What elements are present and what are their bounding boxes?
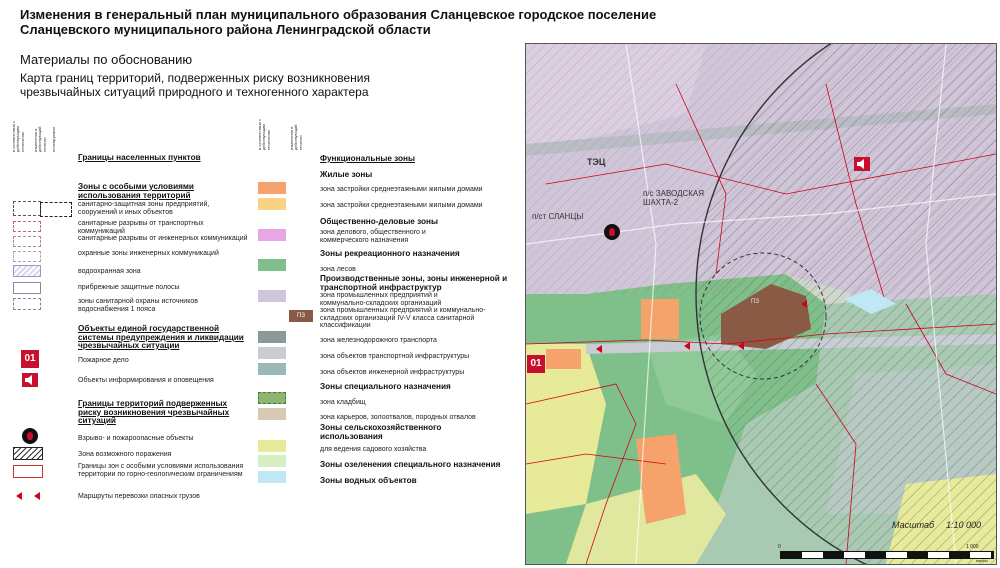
column-header-changes: изменения в действующий генплан (33, 126, 47, 152)
mining-zone-swatch (13, 465, 43, 478)
legend-item: зона карьеров, золоотвалов, породных отвалов (320, 414, 476, 421)
scale-end: 1 000 (966, 544, 979, 550)
legend-item: водоохранная зона (78, 268, 141, 275)
legend-item: зона объектов транспортной инфраструктуры (320, 353, 470, 360)
scale-title: Масштаб (892, 520, 935, 530)
explosive-object-icon[interactable] (604, 224, 620, 240)
fire-station-badge[interactable]: 01 (527, 355, 545, 373)
residential-yellow-swatch (258, 198, 286, 210)
legend-item: охранные зоны инженерных коммуникаций (78, 250, 219, 257)
fire-service-label: Пожарное дело (78, 357, 129, 364)
water-objects-heading: Зоны водных объектов (320, 476, 417, 485)
sanitary-zone-swatch-b (40, 202, 72, 217)
map-drawing (526, 44, 996, 564)
legend-item: зона застройки среднеэтажными жилыми домами (320, 186, 483, 193)
green-special-swatch (258, 455, 286, 467)
legend-item: зона кладбищ (320, 399, 366, 406)
risk-territories-heading: Границы территорий подверженных риску возникновения чрезвычайных ситуаций (78, 399, 230, 425)
legend-item: для ведения садового хозяйства (320, 446, 427, 453)
map-label-shakhta: п/с ЗАВОДСКАЯ ШАХТА-2 (643, 189, 705, 207)
warning-speaker-icon[interactable] (854, 157, 870, 171)
mining-zones-label: Границы зон с особыми условиями использования территории по горно-геологическим ограничениям (78, 463, 244, 478)
agriculture-heading: Зоны сельскохозяйственного использования (320, 423, 442, 441)
legend-item: зона делового, общественного и коммерческого назначения (320, 229, 426, 244)
scale-bar (780, 551, 994, 559)
protection-zone-swatch (13, 251, 41, 262)
column-header-existing: в соответствии с действующим генпланом (257, 119, 271, 150)
legend-item: санитарные разрывы от инженерных коммуникаций (78, 235, 248, 242)
legend-item: зона промышленных предприятий и коммунально-складских организаций (320, 292, 442, 307)
sanitary-engineering-swatch (13, 236, 41, 247)
fire-department-badge: 01 (21, 350, 39, 368)
map-label-tets: ТЭЦ (587, 157, 606, 167)
transport-swatch (258, 347, 286, 359)
explosive-object-icon (22, 428, 38, 444)
legend-item: санитарные разрывы от транспортных коммуникаций (78, 220, 204, 235)
column-header-changes: изменения в действующий генплан (289, 124, 303, 150)
legend-item: зона объектов инженерной инфраструктуры (320, 369, 465, 376)
speaker-icon (22, 373, 38, 387)
route-arrow-icon (34, 492, 40, 500)
map-industrial-badge: ПЗ (751, 299, 759, 305)
cemetery-swatch (258, 392, 286, 404)
gardening-swatch (258, 440, 286, 452)
recreation-heading: Зоны рекреационного назначения (320, 249, 460, 258)
legend-item: зона застройки среднеэтажными жилыми домами (320, 202, 483, 209)
route-arrow-icon (16, 492, 22, 500)
functional-zones-heading: Функциональные зоны (320, 154, 415, 163)
document-title: Изменения в генеральный план муниципального образования Сланцевское городское поселение Сланцевского муниципального района Ленинградской области (20, 7, 657, 37)
public-business-heading: Общественно-деловые зоны (320, 217, 438, 226)
water-swatch (258, 471, 286, 483)
industrial-heading: Производственные зоны, зоны инженерной и транспортной инфраструктур (320, 274, 508, 292)
industrial-badge: ПЗ (289, 310, 313, 322)
water-protection-swatch (13, 265, 41, 277)
industrial-swatch (258, 290, 286, 302)
special-zones-heading: Зоны с особыми условиями использования территорий (78, 182, 194, 200)
legend-item: зона железнодорожного транспорта (320, 337, 437, 344)
scale-value: 1:10 000 (946, 520, 982, 530)
residential-heading: Жилые зоны (320, 170, 373, 179)
document-subtitle: Материалы по обоснованию (20, 52, 193, 67)
engineering-swatch (258, 363, 286, 375)
legend-item: прибрежные защитные полосы (78, 284, 180, 291)
civil-protection-heading: Объекты единой государственной системы предупреждения и ликвидации чрезвычайных ситуации (78, 324, 244, 350)
legend-item: санитарно-защитная зоны предприятий, сооружений и иных объектов (78, 201, 210, 216)
residential-orange-swatch (258, 182, 286, 194)
scale-zero: 0 (778, 544, 781, 550)
legend-item: зоны санитарной охраны источников водоснабжения 1 пояса (78, 298, 198, 313)
legend-item: зона лесов (320, 266, 356, 273)
forest-swatch (258, 259, 286, 271)
settlement-boundaries-label: Границы населенных пунктов (78, 153, 201, 162)
map-title: Карта границ территорий, подверженных риску возникновения чрезвычайных ситуаций природного и техногенного характера (20, 71, 370, 99)
damage-zone-label: Зона возможного поражения (78, 451, 172, 458)
column-header-planned: планируемые (51, 126, 56, 152)
railway-swatch (258, 331, 286, 343)
damage-zone-swatch (13, 447, 43, 460)
explosive-label: Взрыво- и пожароопасные объекты (78, 435, 194, 442)
warning-objects-label: Объекты информирования и оповещения (78, 377, 214, 384)
routes-label: Маршруты перевозки опасных грузов (78, 493, 200, 500)
sanitary-zone-swatch (13, 201, 41, 216)
quarry-swatch (258, 408, 286, 420)
coastal-strip-swatch (13, 282, 41, 294)
sanitary-transport-swatch (13, 221, 41, 232)
map-canvas[interactable] (525, 43, 997, 565)
special-purpose-heading: Зоны специального назначения (320, 382, 451, 391)
column-header-existing: в соответствии с действующим генпланом (11, 121, 25, 152)
map-label-substation: п/ст СЛАНЦЫ (532, 212, 584, 221)
business-swatch (258, 229, 286, 241)
legend-item: зона промышленных предприятий и коммунально-складских организаций IV-V класса санитарной классификации (320, 307, 486, 330)
green-special-heading: Зоны озеленения специального назначения (320, 460, 501, 469)
scale-unit: метры (976, 558, 988, 563)
sanitary-source-swatch (13, 298, 41, 310)
